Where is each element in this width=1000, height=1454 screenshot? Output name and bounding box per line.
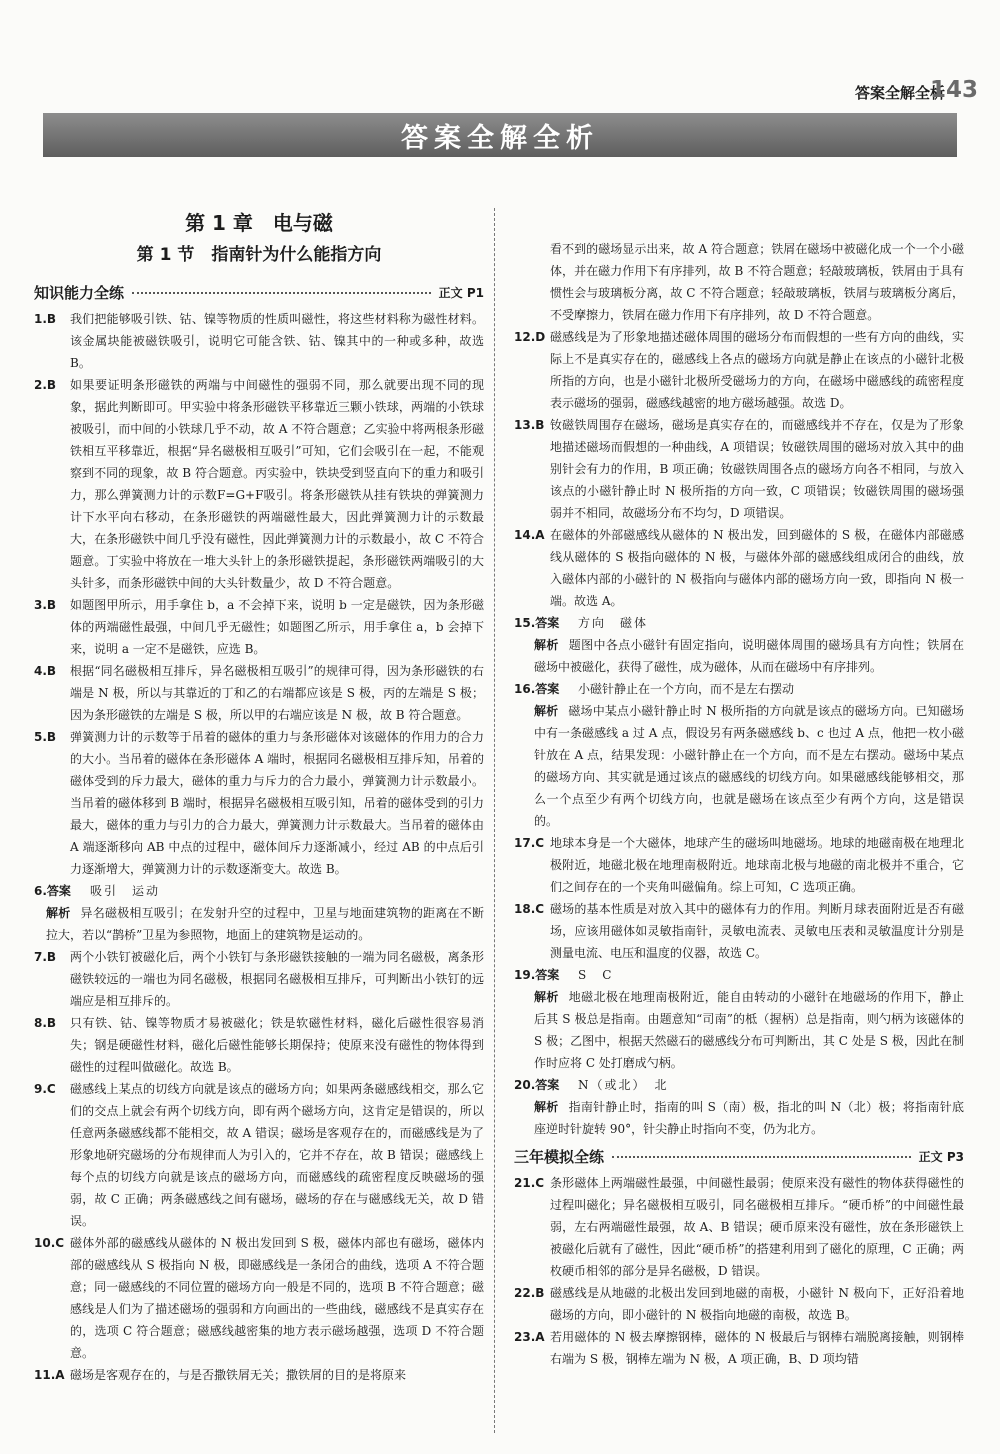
item-number: 11.A <box>34 1368 65 1382</box>
answer-item <box>34 1232 484 1364</box>
item-number: 21.C <box>514 1176 545 1190</box>
answer-item-20 <box>514 1074 964 1140</box>
answer-item <box>514 1282 964 1326</box>
analysis-text: 异名磁极相互吸引；在发射升空的过程中，卫星与地面建筑物的距离在不断拉大，若以“鹊桥”卫星为参照物，地面上的建筑物是运动的。 <box>46 906 484 942</box>
item-text: 磁感线是为了形象地描述磁体周围的磁场分布而假想的一些有方向的曲线，实际上不是真实存在的，磁感线上各点的磁场方向就是静止在该点的小磁针北极所指的方向，也是小磁针北极所受磁场力的方向，在磁场中磁感线的疏密程度表示磁场的强弱，磁感线越密的地方磁场越强。故选 D。 <box>550 330 964 410</box>
item-number: 19.答案 <box>514 968 560 982</box>
answer-item-19 <box>514 964 964 1074</box>
answer-item <box>514 898 964 964</box>
item-number: 20.答案 <box>514 1078 560 1092</box>
item-answer: N（或北） 北 <box>578 1078 669 1092</box>
analysis-text: 磁场中某点小磁针静止时 N 极所指的方向就是该点的磁场方向。已知磁场中有一条磁感线 a 过 A 点，假设另有两条磁感线 b、c 也过 A 点，他把一枚小磁针放在 A 点，结果发现：小磁针静止在一个方向，而不是左右摆动。磁场中某点的磁场方向、其实就是通过该点的磁感线的切线方向。如果磁感线能够相交，那么一个点至少有两个切线方向，也就是磁场在该点至少有两个方向，这是错误的。 <box>534 704 964 828</box>
item-11-continued: 看不到的磁场显示出来，故 A 符合题意；铁屑在磁场中被磁化成一个一个小磁体，并在磁力作用下有序排列，故 B 不符合题意；轻敲玻璃板，铁屑由于具有惯性会与玻璃板分离，故 C 不符合题意；轻敲玻璃板，铁屑与玻璃板分离后，不受摩擦力，铁屑在磁力作用下有序排列，故 D 不符合题意。 <box>550 242 964 322</box>
item-number: 18.C <box>514 902 545 916</box>
item-answer: 小磁针静止在一个方向，而不是左右摆动 <box>578 682 795 696</box>
page-number: 143 <box>930 77 979 103</box>
item-number: 4.B <box>34 664 57 678</box>
banner-title: 答案全解全析 <box>401 122 599 154</box>
item-answer: 方向 磁体 <box>578 616 649 630</box>
item-number: 3.B <box>34 598 57 612</box>
answer-item-16 <box>514 678 964 832</box>
analysis-label: 解析 <box>534 990 559 1004</box>
right-column <box>514 238 964 1370</box>
item-text: 地球本身是一个大磁体，地球产生的磁场叫地磁场。地球的地磁南极在地理北极附近，地磁北极在地理南极附近。地球南北极与地磁的南北极并不重合，它们之间存在的一个夹角叫磁偏角。综上可知，C 选项正确。 <box>550 836 964 894</box>
answer-item <box>34 374 484 594</box>
item-number: 12.D <box>514 330 546 344</box>
running-header-title: 答案全解全析 <box>855 84 946 102</box>
answer-item <box>514 832 964 898</box>
item-number: 15.答案 <box>514 616 560 630</box>
item-text: 弹簧测力计的示数等于吊着的磁体的重力与条形磁体对该磁体的作用力的合力的大小。当吊着的磁体在条形磁体 A 端时，根据同名磁极相互排斥知，吊着的磁体受到的斥力最大，磁体的重力与斥力的合力最小，弹簧测力计示数最小。当吊着的磁体移到 B 端时，根据异名磁极相互吸引知，吊着的磁体受到的引力最大，磁体的重力与引力的合力最大，弹簧测力计示数最大。当吊着的磁体由 A 端逐渐移向 AB 中点的过程中，磁体间斥力逐渐减小，经过 AB 的中点后引力逐渐增大，弹簧测力计的示数逐渐变大。故选 B。 <box>70 730 484 876</box>
answer-item <box>514 524 964 612</box>
answer-item <box>34 594 484 660</box>
section-banner <box>43 113 957 157</box>
item-number: 1.B <box>34 312 57 326</box>
answer-item <box>514 414 964 524</box>
band-ref: 正文 P3 <box>918 1150 964 1164</box>
answer-item <box>34 1078 484 1232</box>
band-ref: 正文 P1 <box>438 286 484 300</box>
item-text: 在磁体的外部磁感线从磁体的 N 极出发，回到磁体的 S 极，在磁体内部磁感线从磁体的 S 极指向磁体的 N 极，与磁体外部的磁感线组成闭合的曲线，放入磁体内部的小磁针的 N 极指向与磁体内部的磁场方向一致，即指向 N 极一端。故选 A。 <box>550 528 964 608</box>
chapter-title: 第 1 章 电与磁 <box>185 211 333 235</box>
answer-item <box>514 1326 964 1370</box>
answer-item <box>34 1364 484 1386</box>
item-number: 10.C <box>34 1236 65 1250</box>
answer-item <box>34 308 484 374</box>
item-text: 钕磁铁周围存在磁场，磁场是真实存在的，而磁感线并不存在，仅是为了形象地描述磁场而假想的一种曲线，A 项错误；钕磁铁周围的磁场对放入其中的曲别针会有力的作用，B 项正确；钕磁铁周围各点的磁场方向各不相同，与放入该点的小磁针静止时 N 极所指的方向一致，C 项错误；钕磁铁周围的磁场强弱并不相同，故磁场分布不均匀，D 项错误。 <box>550 418 964 520</box>
answer-item <box>514 326 964 414</box>
answer-item <box>34 660 484 726</box>
item-number: 6.答案 <box>34 884 71 898</box>
item-text: 我们把能够吸引铁、钴、镍等物质的性质叫磁性，将这些材料称为磁性材料。该金属块能被磁铁吸引，说明它可能含铁、钴、镍其中的一种或多种，故选 B。 <box>70 312 484 370</box>
item-text: 如题图甲所示，用手拿住 b，a 不会掉下来，说明 b 一定是磁铁，因为条形磁体的两端磁性最强，中间几乎无磁性；如题图乙所示，用手拿住 a，b 会掉下来，说明 a 一定不是磁铁，应选 B。 <box>70 598 484 656</box>
analysis-text: 题图中各点小磁针有固定指向，说明磁体周围的磁场具有方向性；铁屑在磁场中被磁化，获得了磁性，成为磁体，从而在磁场中有序排列。 <box>534 638 964 674</box>
item-text: 磁感线上某点的切线方向就是该点的磁场方向；如果两条磁感线相交，那么它们的交点上就会有两个切线方向，即有两个磁场方向，这肯定是错误的，所以任意两条磁感线都不能相交，故 A 错误；磁场是客观存在的，而磁感线是为了形象地研究磁场的分布规律而人为引入的，它并不存在，故 B 错误；磁感线上每个点的切线方向就是该点的磁场方向，而磁感线的疏密程度反映磁场的强弱，故 C 正确；两条磁感线之间有磁场，磁场的存在与磁感线无关，故 D 错误。 <box>70 1082 484 1228</box>
item-text: 根据“同名磁极相互排斥，异名磁极相互吸引”的规律可得，因为条形磁铁的右端是 N 极，所以与其靠近的丁和乙的右端都应该是 S 极，丙的左端是 S 极；因为条形磁铁的左端是 S 极，所以甲的右端应该是 N 极，故 B 符合题意。 <box>70 664 484 722</box>
item-text: 只有铁、钴、镍等物质才易被磁化；铁是软磁性材料，磁化后磁性很容易消失；钢是硬磁性材料，磁化后磁性能够长期保持；使原来没有磁性的物体得到磁性的过程叫做磁化。故选 B。 <box>70 1016 484 1074</box>
left-column <box>34 208 484 1386</box>
band-leader <box>132 292 431 294</box>
item-answer: S C <box>578 968 614 982</box>
answer-item <box>34 1012 484 1078</box>
item-number: 5.B <box>34 730 57 744</box>
item-number: 7.B <box>34 950 57 964</box>
item-number: 13.B <box>514 418 545 432</box>
item-number: 8.B <box>34 1016 57 1030</box>
answer-item-15 <box>514 612 964 678</box>
item-answer: 吸引 运动 <box>90 884 161 898</box>
item-number: 23.A <box>514 1330 545 1344</box>
item-text: 若用磁体的 N 极去摩擦钢棒，磁体的 N 极最后与钢棒右端脱离接触，则钢棒右端为 S 极，钢棒左端为 N 极，A 项正确，B、D 项均错 <box>550 1330 964 1366</box>
section-title: 第 1 节 指南针为什么能指方向 <box>136 245 382 265</box>
answer-item <box>514 1172 964 1282</box>
item-text: 磁感线是从地磁的北极出发回到地磁的南极，小磁针 N 极向下，正好沿着地磁场的方向，即小磁针的 N 极指向地磁的南极，故选 B。 <box>550 1286 964 1322</box>
item-number: 9.C <box>34 1082 56 1096</box>
item-number: 14.A <box>514 528 545 542</box>
item-text: 磁场是客观存在的，与是否撒铁屑无关；撒铁屑的目的是将原来 <box>70 1368 407 1382</box>
item-number: 2.B <box>34 378 57 392</box>
band-knowledge <box>34 282 484 304</box>
analysis-label: 解析 <box>534 1100 559 1114</box>
item-text: 磁体外部的磁感线从磁体的 N 极出发回到 S 极，磁体内部也有磁场，磁体内部的磁感线从 S 极指向 N 极，即磁感线是一条闭合的曲线，选项 A 不符合题意；同一磁感线的不同位置的磁场方向一般是不同的，选项 B 不符合题意；磁感线是人们为了描述磁场的强弱和方向画出的一些曲线，磁感线不是真实存在的，选项 C 符合题意；磁感线越密集的地方表示磁场越强，选项 D 不符合题意。 <box>70 1236 484 1360</box>
analysis-label: 解析 <box>534 638 559 652</box>
item-number: 22.B <box>514 1286 545 1300</box>
item-text: 如果要证明条形磁铁的两端与中间磁性的强弱不同，那么就要出现不同的现象，据此判断即可。甲实验中将条形磁铁平移靠近三颗小铁球，两端的小铁球被吸引，而中间的小铁球几乎不动，故 A 不符合题意；乙实验中将两根条形磁铁相互平移靠近，根据“异名磁极相互吸引”可知，它们会吸引在一起，不能观察到不同的现象，故 B 符合题意。丙实验中，铁块受到竖直向下的重力和吸引力，那么弹簧测力计的示数F=G+F吸引。将条形磁铁从挂有铁块的弹簧测力计下水平向右移动，在条形磁铁的两端磁性最大，因此弹簧测力计的示数最大，在条形磁铁中间几乎没有磁性，因此弹簧测力计的示数最小，故 C 不符合题意。丁实验中将放在一堆大头针上的条形磁铁提起，条形磁铁两端吸引的大头针多，而条形磁铁中间的大头针数量少，故 D 不符合题意。 <box>70 378 484 590</box>
answer-item <box>34 946 484 1012</box>
analysis-label: 解析 <box>46 906 71 920</box>
analysis-text: 指南针静止时，指南的叫 S（南）极，指北的叫 N（北）极；将指南针底座逆时针旋转 90°，针尖静止时指向不变，仍为北方。 <box>534 1100 964 1136</box>
item-text: 磁场的基本性质是对放入其中的磁体有力的作用。判断月球表面附近是否有磁场，应该用磁体如灵敏指南针，灵敏电流表、灵敏电压表和灵敏温度计分别是测量电流、电压和温度的仪器，故选 C。 <box>550 902 964 960</box>
column-divider <box>494 208 495 1433</box>
analysis-text: 地磁北极在地理南极附近，能自由转动的小磁针在地磁场的作用下，静止后其 S 极总是指南。由题意知“司南”的柢（握柄）总是指南，则勺柄为该磁体的 S 极；乙图中，根据天然磁石的磁感线分布可判断出，其 C 处是 S 极，因此在制作时应将 C 处打磨成勺柄。 <box>534 990 964 1070</box>
band-title: 知识能力全练 <box>34 284 125 302</box>
item-number: 17.C <box>514 836 545 850</box>
band-three-years <box>514 1146 964 1168</box>
answer-item-6 <box>34 880 484 946</box>
band-leader <box>612 1156 911 1158</box>
item-text: 两个小铁钉被磁化后，两个小铁钉与条形磁铁接触的一端为同名磁极，离条形磁铁较远的一端也为同名磁极，根据同名磁极相互排斥，可判断出小铁钉的远端应是相互排斥的。 <box>70 950 484 1008</box>
band-title: 三年模拟全练 <box>514 1148 605 1166</box>
item-number: 16.答案 <box>514 682 560 696</box>
answer-item <box>34 726 484 880</box>
analysis-label: 解析 <box>534 704 559 718</box>
item-text: 条形磁体上两端磁性最强，中间磁性最弱；使原来没有磁性的物体获得磁性的过程叫磁化；异名磁极相互吸引，同名磁极相互排斥。“硬币桥”的中间磁性最弱，左右两端磁性最强，故 A、B 错误；硬币原来没有磁性，放在条形磁铁上被磁化后就有了磁性，因此“硬币桥”的搭建利用到了磁化的原理，C 正确；两枚硬币相邻的部分是异名磁极，D 错误。 <box>550 1176 964 1278</box>
